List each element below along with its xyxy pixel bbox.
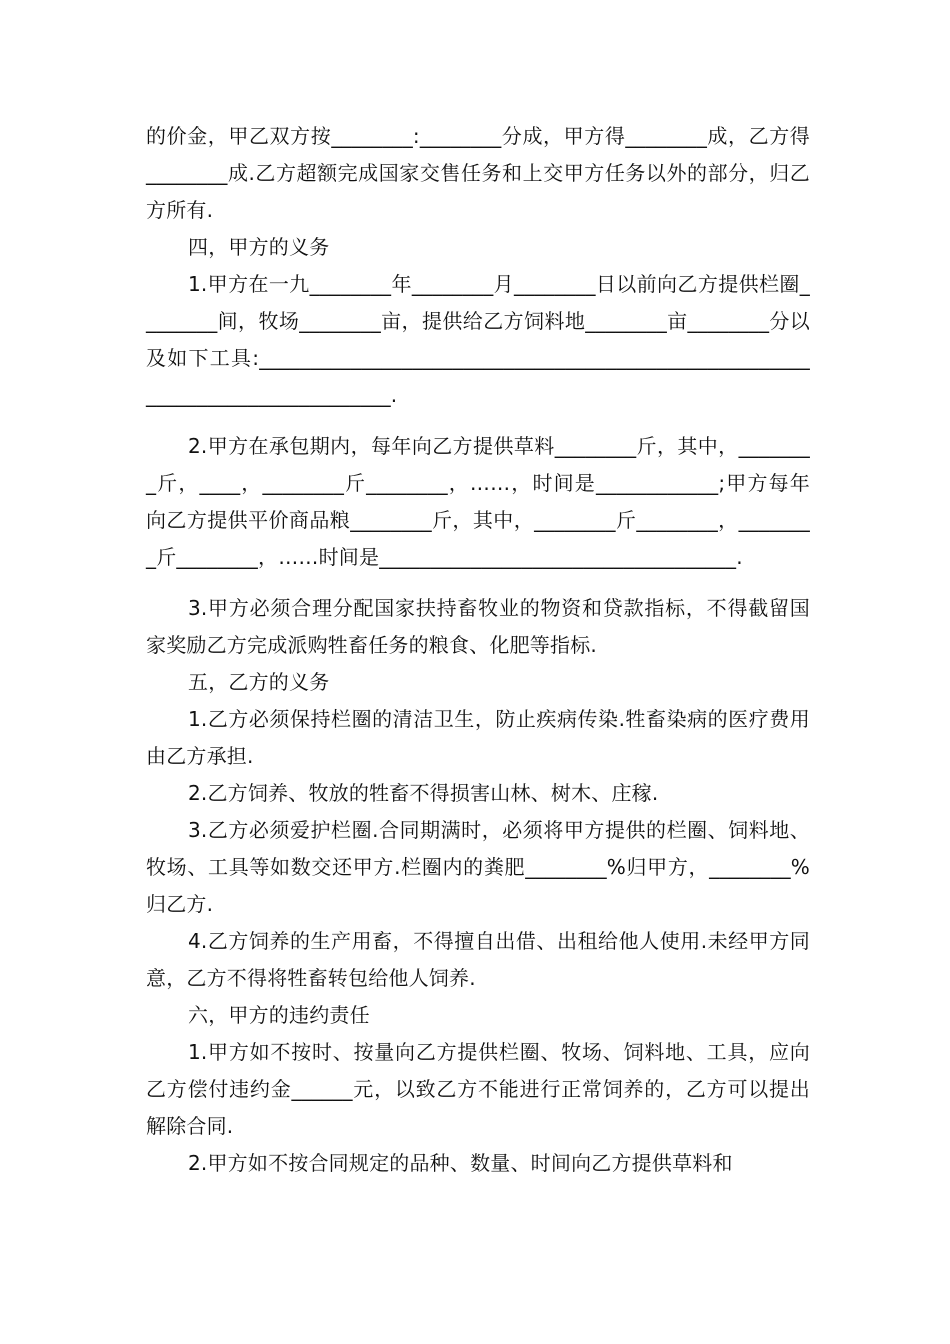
section-heading-party-b-obligations: 五，乙方的义务 — [188, 670, 330, 694]
clause-party-a-obligation-2: 2.甲方在承包期内，每年向乙方提供草料________斤，其中，________斤，____，________斤________，……，时间是____________;甲方每年向乙方提供平价商品粮________斤，其中，________斤________，________斤________，……时间是___________________________________. — [146, 434, 810, 569]
clause-party-a-obligation-1: 1.甲方在一九________年________月________日以前向乙方提供栏圈________间，牧场________亩，提供给乙方饲料地________亩________分以及如下工具:______________________________________________________________________________. — [146, 272, 810, 407]
clause-party-a-obligation-3: 3.甲方必须合理分配国家扶持畜牧业的物资和贷款指标，不得截留国家奖励乙方完成派购牲畜任务的粮食、化肥等指标. — [146, 596, 810, 657]
paragraph-price-split: 的价金，甲乙双方按________:________分成，甲方得________成，乙方得________成.乙方超额完成国家交售任务和上交甲方任务以外的部分，归乙方所有. — [146, 124, 810, 222]
clause-party-b-obligation-4: 4.乙方饲养的生产用畜，不得擅自出借、出租给他人使用.未经甲方同意，乙方不得将牲畜转包给他人饲养. — [146, 929, 810, 990]
clause-party-a-liability-2: 2.甲方如不按合同规定的品种、数量、时间向乙方提供草料和 — [188, 1151, 733, 1175]
section-heading-party-a-obligations: 四，甲方的义务 — [188, 235, 330, 259]
document-body — [146, 118, 810, 1182]
clause-party-b-obligation-3: 3.乙方必须爱护栏圈.合同期满时，必须将甲方提供的栏圈、饲料地、牧场、工具等如数交还甲方.栏圈内的粪肥________%归甲方，________%归乙方. — [146, 818, 810, 916]
section-heading-party-a-liability: 六，甲方的违约责任 — [188, 1003, 370, 1027]
clause-party-a-liability-1: 1.甲方如不按时、按量向乙方提供栏圈、牧场、饲料地、工具，应向乙方偿付违约金______元，以致乙方不能进行正常饲养的，乙方可以提出解除合同. — [146, 1040, 810, 1138]
clause-party-b-obligation-2: 2.乙方饲养、牧放的牲畜不得损害山林、树木、庄稼. — [188, 781, 659, 805]
clause-party-b-obligation-1: 1.乙方必须保持栏圈的清洁卫生，防止疾病传染.牲畜染病的医疗费用由乙方承担. — [146, 707, 810, 768]
